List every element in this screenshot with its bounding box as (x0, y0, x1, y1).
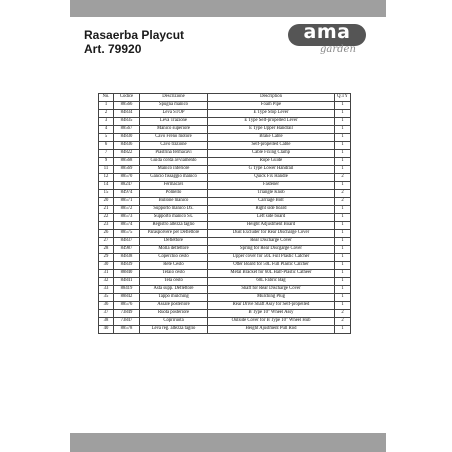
table-row (99, 126, 351, 134)
table-row (99, 286, 351, 294)
cell-descrizione: Paraspolvere per Deflettore (140, 230, 208, 238)
table-row (99, 254, 351, 262)
table-row (99, 238, 351, 246)
cell-qty: 1 (335, 102, 351, 110)
table-row (99, 206, 351, 214)
table-row (99, 326, 351, 334)
cell-code: 88247 (114, 182, 140, 190)
cell-qty: 1 (335, 262, 351, 270)
cell-qty: 1 (335, 238, 351, 246)
cell-code: 84837 (114, 238, 140, 246)
cell-descrizione: Ruota posteriore (140, 310, 208, 318)
table-row (99, 190, 351, 198)
cell-qty: 1 (335, 134, 351, 142)
cell-code: 88572 (114, 206, 140, 214)
cell-descrizione: Copriruota (140, 318, 208, 326)
cell-descrizione: Piastrina fermacavi (140, 150, 208, 158)
cell-description: Shaft for Rear Discharge Cover (208, 286, 335, 294)
cell-code: 88575 (114, 230, 140, 238)
cell-code: 88576 (114, 302, 140, 310)
table-row (99, 102, 351, 110)
cell-descrizione: Cavo Freno motore (140, 134, 208, 142)
cell-qty: 1 (335, 278, 351, 286)
cell-descrizione: Tela cesto (140, 278, 208, 286)
cell-no: 29 (99, 254, 114, 262)
cell-code: 84841 (114, 278, 140, 286)
cell-code: 88567 (114, 126, 140, 134)
cell-qty: 1 (335, 142, 351, 150)
cell-description: Upper cover for 50L Full Plastic Catcher (208, 254, 335, 262)
cell-description: Carriage Bolt (208, 198, 335, 206)
cell-qty: 1 (335, 150, 351, 158)
cell-no: 28 (99, 246, 114, 254)
cell-descrizione: Asta supp. Deflettore (140, 286, 208, 294)
cell-code: 84822 (114, 150, 140, 158)
column-header-description: Description (208, 94, 335, 102)
column-header-qty: Q.TY (335, 94, 351, 102)
table-row (99, 118, 351, 126)
table-row (99, 166, 351, 174)
cell-descrizione: Manico superiore (140, 126, 208, 134)
cell-description: Self-propelled Cable (208, 142, 335, 150)
cell-description: B Type 10" Wheel Assy (208, 310, 335, 318)
cell-no: 2 (99, 110, 114, 118)
cell-descrizione: Tappo mulching (140, 294, 208, 302)
cell-code: 88566 (114, 102, 140, 110)
cell-description: Dust Excluder for Rear Discharge Cover (208, 230, 335, 238)
cell-no: 37 (99, 310, 114, 318)
cell-no: 38 (99, 318, 114, 326)
cell-qty: 1 (335, 182, 351, 190)
cell-description: Triangle Knob (208, 190, 335, 198)
cell-no: 40 (99, 326, 114, 334)
cell-descrizione: Deflettore (140, 238, 208, 246)
cell-qty: 1 (335, 110, 351, 118)
cell-description: Left side board (208, 214, 335, 222)
table-row (99, 270, 351, 278)
cell-descrizione: Gancio fissaggio manico (140, 174, 208, 182)
cell-description: Quick Fix Handle (208, 174, 335, 182)
cell-qty: 1 (335, 158, 351, 166)
cell-qty: 1 (335, 118, 351, 126)
cell-no: 4 (99, 126, 114, 134)
cell-qty: 1 (335, 286, 351, 294)
cell-no: 33 (99, 286, 114, 294)
cell-description: E Type Upper Handrail (208, 126, 335, 134)
cell-descrizione: Spugna manico (140, 102, 208, 110)
brand-logo (288, 21, 366, 46)
cell-descrizione: Coperchio cesto (140, 254, 208, 262)
table-row (99, 142, 351, 150)
bottom-bar (70, 433, 386, 452)
cell-description: Fastener (208, 182, 335, 190)
cell-qty: 1 (335, 294, 351, 302)
cell-description: Brake Cable (208, 134, 335, 142)
cell-code: 88840 (114, 270, 140, 278)
cell-code: 84834 (114, 110, 140, 118)
cell-code: 88574 (114, 222, 140, 230)
cell-code: 84987 (114, 246, 140, 254)
cell-code: 84838 (114, 254, 140, 262)
cell-descrizione: Telaio cesto (140, 270, 208, 278)
table-row (99, 150, 351, 158)
cell-description: Rear Drive Shaft Assy for Self-propelled (208, 302, 335, 310)
table-header-row (99, 94, 351, 102)
cell-description: Metal Bracket for 60L Half-Plastic Catheer (208, 270, 335, 278)
cell-description: Spring for Rear Discgarge Cover (208, 246, 335, 254)
cell-descrizione: Guida corda avviamento (140, 158, 208, 166)
table-row (99, 110, 351, 118)
cell-description: Height Ajustment Pull Rod (208, 326, 335, 334)
table-row (99, 302, 351, 310)
cell-qty: 2 (335, 318, 351, 326)
cell-qty: 1 (335, 222, 351, 230)
cell-qty: 1 (335, 302, 351, 310)
cell-no: 26 (99, 230, 114, 238)
cell-code: 84839 (114, 262, 140, 270)
article-number: Art. 79920 (84, 42, 142, 56)
cell-descrizione: Fermacavi (140, 182, 208, 190)
cell-description: Foam Pipe (208, 102, 335, 110)
cell-code: 84835 (114, 118, 140, 126)
cell-qty: 1 (335, 166, 351, 174)
cell-qty: 2 (335, 174, 351, 182)
cell-code: 84836 (114, 142, 140, 150)
cell-no: 11 (99, 166, 114, 174)
cell-qty: 2 (335, 198, 351, 206)
cell-no: 30 (99, 262, 114, 270)
cell-no: 35 (99, 294, 114, 302)
cell-no: 20 (99, 198, 114, 206)
cell-descrizione: Cavo trazione (140, 142, 208, 150)
cell-descrizione: Rete Cesto (140, 262, 208, 270)
cell-description: Height Adjustment Board (208, 222, 335, 230)
cell-code: 88570 (114, 174, 140, 182)
cell-description: Cable Fixing Clamp (208, 150, 335, 158)
top-bar (70, 0, 386, 17)
cell-description: Outside Cover for B Type 10" Wheel Hub (208, 318, 335, 326)
table-row (99, 318, 351, 326)
cell-description: Rear Discharge Cover (208, 238, 335, 246)
cell-no: 22 (99, 214, 114, 222)
cell-description: Rope Guide (208, 158, 335, 166)
table-row (99, 174, 351, 182)
cell-no: 9 (99, 158, 114, 166)
cell-code: 73847 (114, 318, 140, 326)
table-row (99, 134, 351, 142)
cell-description: Otter Board for 50L Full Plastic Catcher (208, 262, 335, 270)
cell-description: 60L Fabric Bag (208, 278, 335, 286)
cell-no: 31 (99, 270, 114, 278)
cell-qty: 1 (335, 126, 351, 134)
cell-no: 21 (99, 206, 114, 214)
cell-code: 88842 (114, 294, 140, 302)
cell-code: 88569 (114, 166, 140, 174)
column-header-no: No. (99, 94, 114, 102)
cell-qty: 1 (335, 206, 351, 214)
cell-qty: 2 (335, 310, 351, 318)
cell-no: 14 (99, 182, 114, 190)
parts-table (98, 93, 351, 334)
table-row (99, 310, 351, 318)
cell-code: 84830 (114, 134, 140, 142)
table-row (99, 262, 351, 270)
cell-qty: 1 (335, 214, 351, 222)
cell-no: 32 (99, 278, 114, 286)
cell-descrizione: Molla deflettore (140, 246, 208, 254)
cell-descrizione: Manico inferiore (140, 166, 208, 174)
table-row (99, 198, 351, 206)
cell-qty: 1 (335, 326, 351, 334)
cell-description: Mulching Plug (208, 294, 335, 302)
cell-no: 27 (99, 238, 114, 246)
brand-logo-text: ama (303, 21, 351, 43)
cell-code: 88568 (114, 158, 140, 166)
cell-code: 88578 (114, 326, 140, 334)
cell-no: 3 (99, 118, 114, 126)
table-row (99, 246, 351, 254)
cell-no: 15 (99, 190, 114, 198)
cell-no: 7 (99, 150, 114, 158)
product-title: Rasaerba Playcut (84, 28, 185, 42)
table-row (99, 230, 351, 238)
table-row (99, 294, 351, 302)
table-row (99, 182, 351, 190)
cell-code: 73849 (114, 310, 140, 318)
table-row (99, 214, 351, 222)
cell-descrizione: Supporto manico Dx. (140, 206, 208, 214)
cell-description: Right side board (208, 206, 335, 214)
cell-code: 88573 (114, 214, 140, 222)
cell-descrizione: Leva reg. altezza taglio (140, 326, 208, 334)
column-header-code: Codice (114, 94, 140, 102)
column-header-descrizione: Descrizione (140, 94, 208, 102)
brand-logo-subtitle: garden (320, 44, 356, 55)
cell-descrizione: Pomello (140, 190, 208, 198)
cell-qty: 1 (335, 254, 351, 262)
cell-qty: 1 (335, 270, 351, 278)
cell-descrizione: Leva Trazione (140, 118, 208, 126)
table-row (99, 222, 351, 230)
cell-description: E Type Stop Lever (208, 110, 335, 118)
cell-qty: 1 (335, 246, 351, 254)
cell-descrizione: Registro altezza taglio (140, 222, 208, 230)
cell-description: G Type Lower Handrail (208, 166, 335, 174)
cell-descrizione: Supporto manico Sx. (140, 214, 208, 222)
cell-no: 12 (99, 174, 114, 182)
cell-descrizione: Assale posteriore (140, 302, 208, 310)
cell-code: 84974 (114, 190, 140, 198)
cell-no: 1 (99, 102, 114, 110)
cell-descrizione: Leva STOP (140, 110, 208, 118)
cell-no: 36 (99, 302, 114, 310)
cell-no: 5 (99, 134, 114, 142)
cell-code: 88419 (114, 286, 140, 294)
cell-no: 6 (99, 142, 114, 150)
cell-no: 23 (99, 222, 114, 230)
table-row (99, 158, 351, 166)
table-row (99, 278, 351, 286)
cell-qty: 1 (335, 230, 351, 238)
cell-code: 88571 (114, 198, 140, 206)
cell-descrizione: Bullone manico (140, 198, 208, 206)
cell-qty: 2 (335, 190, 351, 198)
cell-description: E Type Self-propelled Lever (208, 118, 335, 126)
